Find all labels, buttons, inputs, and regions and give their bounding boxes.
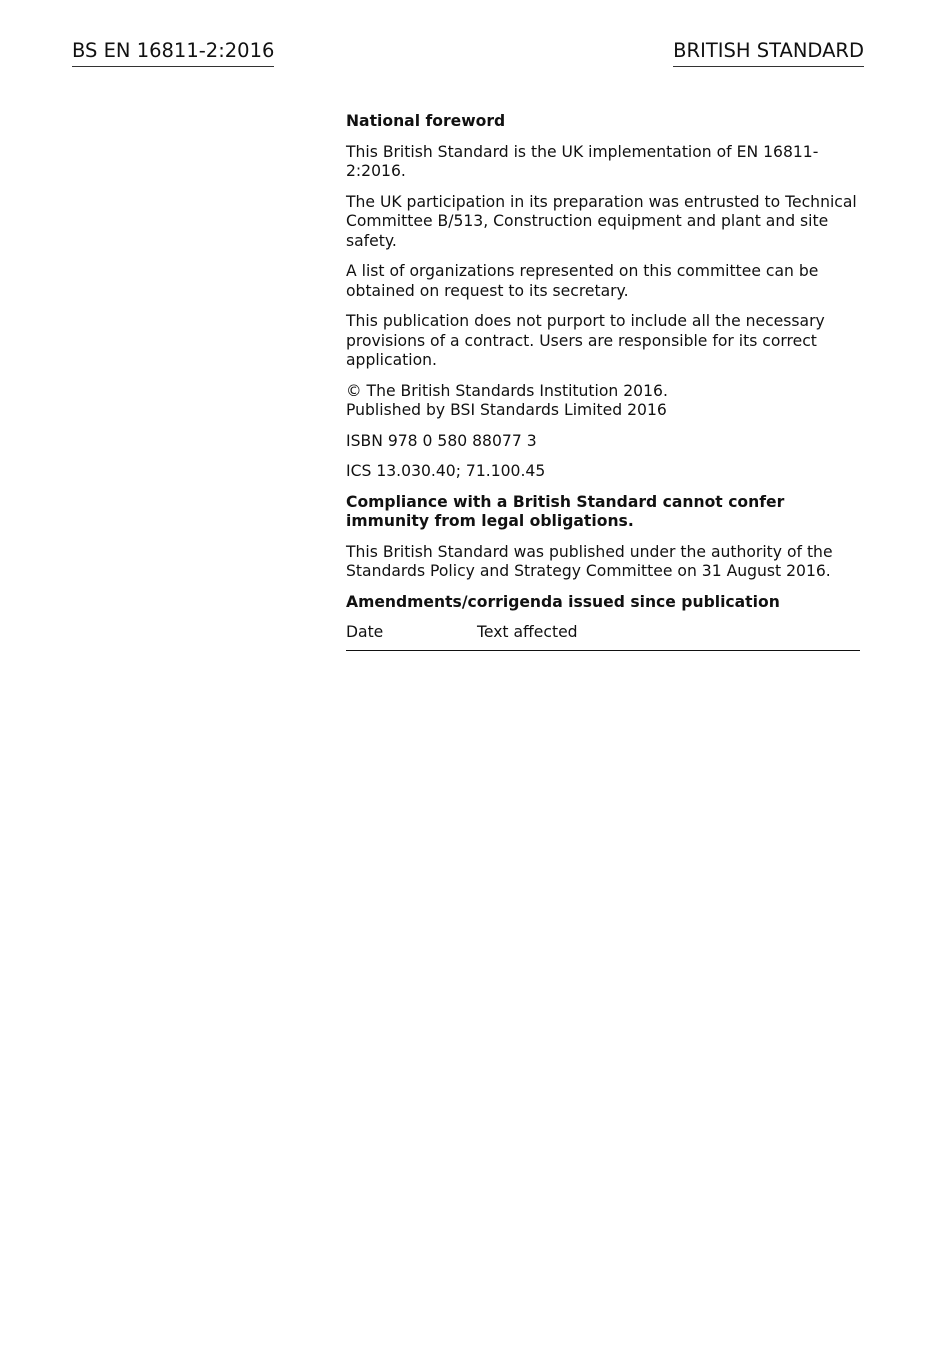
ics: ICS 13.030.40; 71.100.45	[346, 462, 546, 480]
foreword-paragraph-committee: The UK participation in its preparation was entrusted to Technical Committee B/513, Construction equipment and plant and site safety.	[346, 192, 857, 250]
foreword-paragraph-implementation: This British Standard is the UK implementation of EN 16811-2:2016.	[346, 142, 819, 180]
standard-designation: BS EN 16811-2:2016	[72, 38, 274, 67]
copyright-block	[346, 382, 860, 421]
authority-statement: This British Standard was published under the authority of the Standards Policy and Strategy Committee on 31 August 2016.	[346, 542, 833, 580]
foreword-paragraph-organizations: A list of organizations represented on this committee can be obtained on request to its secretary.	[346, 262, 819, 300]
amendments-table	[346, 623, 860, 651]
foreword-paragraph-contract: This publication does not purport to include all the necessary provisions of a contract. Users are responsible for its correct application.	[346, 312, 825, 369]
publisher-line: Published by BSI Standards Limited 2016	[346, 401, 667, 419]
foreword-title: National foreword	[346, 112, 506, 130]
compliance-statement: Compliance with a British Standard cannot confer immunity from legal obligations.	[346, 492, 785, 530]
amendments-title: Amendments/corrigenda issued since publication	[346, 592, 780, 611]
copyright-line: © The British Standards Institution 2016.	[346, 381, 668, 400]
column-header-text-affected: Text affected	[477, 623, 860, 650]
national-foreword	[346, 112, 860, 651]
column-header-date: Date	[346, 623, 477, 650]
amendments-header-row	[346, 623, 860, 650]
standard-label: BRITISH STANDARD	[673, 38, 864, 67]
isbn: ISBN 978 0 580 88077 3	[346, 431, 537, 450]
